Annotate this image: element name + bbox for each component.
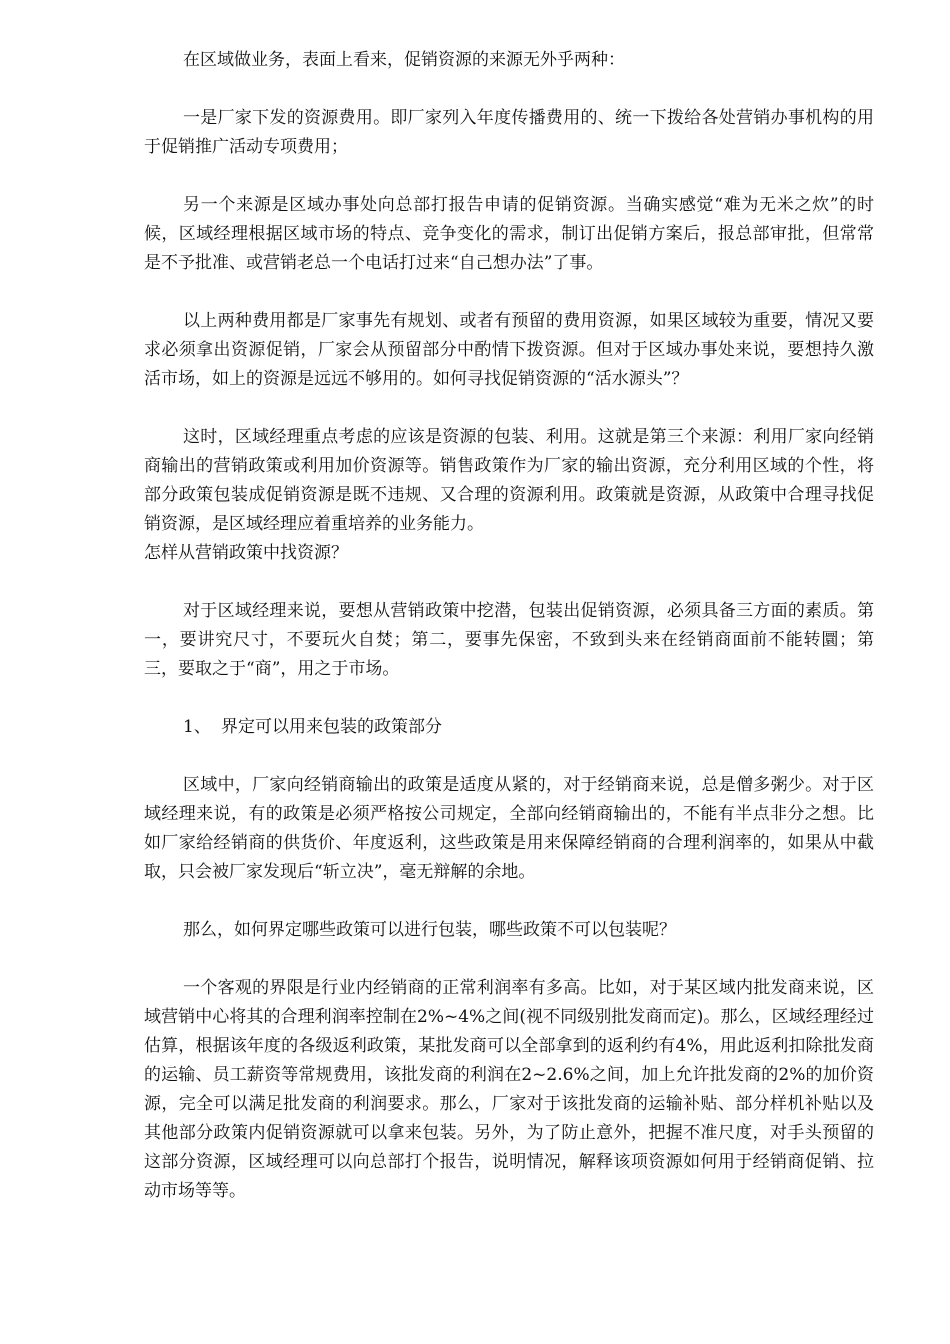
item-number: 1、 — [183, 717, 211, 737]
paragraph-profit-margin: 一个客观的界限是行业内经销商的正常利润率有多高。比如，对于某区域内批发商来说，区域营销中心将其的合理利润率控制在2%~4%之间(视不同级别批发商而定)。那么，区域经理经过估算，根据该年度的各级返利政策，某批发商可以全部拿到的返利约有4%，用此返利扣除批发商的运输、员工薪资等常规费用，该批发商的利润在2~2.6%之间，加上允许批发商的2%的加价资源，完全可以满足批发商的利润要求。那么，厂家对于该批发商的运输补贴、部分样机补贴以及其他部分政策内促销资源就可以拿来包装。另外，为了防止意外，把握不准尺度，对手头预留的这部分资源，区域经理可以向总部打个报告，说明情况，解释该项资源如何用于经销商促销、拉动市场等等。 — [144, 978, 874, 1201]
paragraph-qualities: 对于区域经理来说，要想从营销政策中挖潜，包装出促销资源，必须具备三方面的素质。第一，要讲究尺寸，不要玩火自焚；第二，要事先保密，不致到头来在经销商面前不能转圜；第三，要取之于“商”，用之于市场。 — [144, 601, 874, 679]
item-title: 界定可以用来包装的政策部分 — [221, 717, 442, 737]
paragraph-policy-output: 区域中，厂家向经销商输出的政策是适度从紧的，对于经销商来说，总是僧多粥少。对于区域经理来说，有的政策是必须严格按公司规定，全部向经销商输出的，不能有半点非分之想。比如厂家给经销商的供货价、年度返利，这些政策是用来保障经销商的合理利润率的，如果从中截取，只会被厂家发现后“斩立决”，毫无辩解的余地。 — [144, 775, 874, 882]
paragraph-limits: 以上两种费用都是厂家事先有规划、或者有预留的费用资源，如果区域较为重要，情况又要求必须拿出资源促销，厂家会从预留部分中酌情下拨资源。但对于区域办事处来说，要想持久激活市场，如上的资源是远远不够用的。如何寻找促销资源的“活水源头”？ — [144, 311, 874, 389]
section-heading: 怎样从营销政策中找资源？ — [144, 543, 348, 563]
paragraph-source-one: 一是厂家下发的资源费用。即厂家列入年度传播费用的、统一下拨给各处营销办事机构的用于促销推广活动专项费用； — [144, 108, 874, 157]
paragraph-third-source: 这时，区域经理重点考虑的应该是资源的包装、利用。这就是第三个来源：利用厂家向经销商输出的营销政策或利用加价资源等。销售政策作为厂家的输出资源，充分利用区域的个性，将部分政策包装成促销资源是既不违规、又合理的资源利用。政策就是资源，从政策中合理寻找促销资源，是区域经理应着重培养的业务能力。 — [144, 427, 874, 534]
document-page — [144, 46, 874, 1206]
paragraph-source-two: 另一个来源是区域办事处向总部打报告申请的促销资源。当确实感觉“难为无米之炊”的时候，区域经理根据区域市场的特点、竞争变化的需求，制订出促销方案后，报总部审批，但常常是不予批准、或营销老总一个电话打过来“自己想办法”了事。 — [144, 195, 874, 273]
paragraph-question: 那么，如何界定哪些政策可以进行包装，哪些政策不可以包装呢？ — [183, 920, 676, 940]
numbered-heading — [144, 713, 874, 742]
paragraph-intro: 在区域做业务，表面上看来，促销资源的来源无外乎两种： — [183, 50, 625, 70]
